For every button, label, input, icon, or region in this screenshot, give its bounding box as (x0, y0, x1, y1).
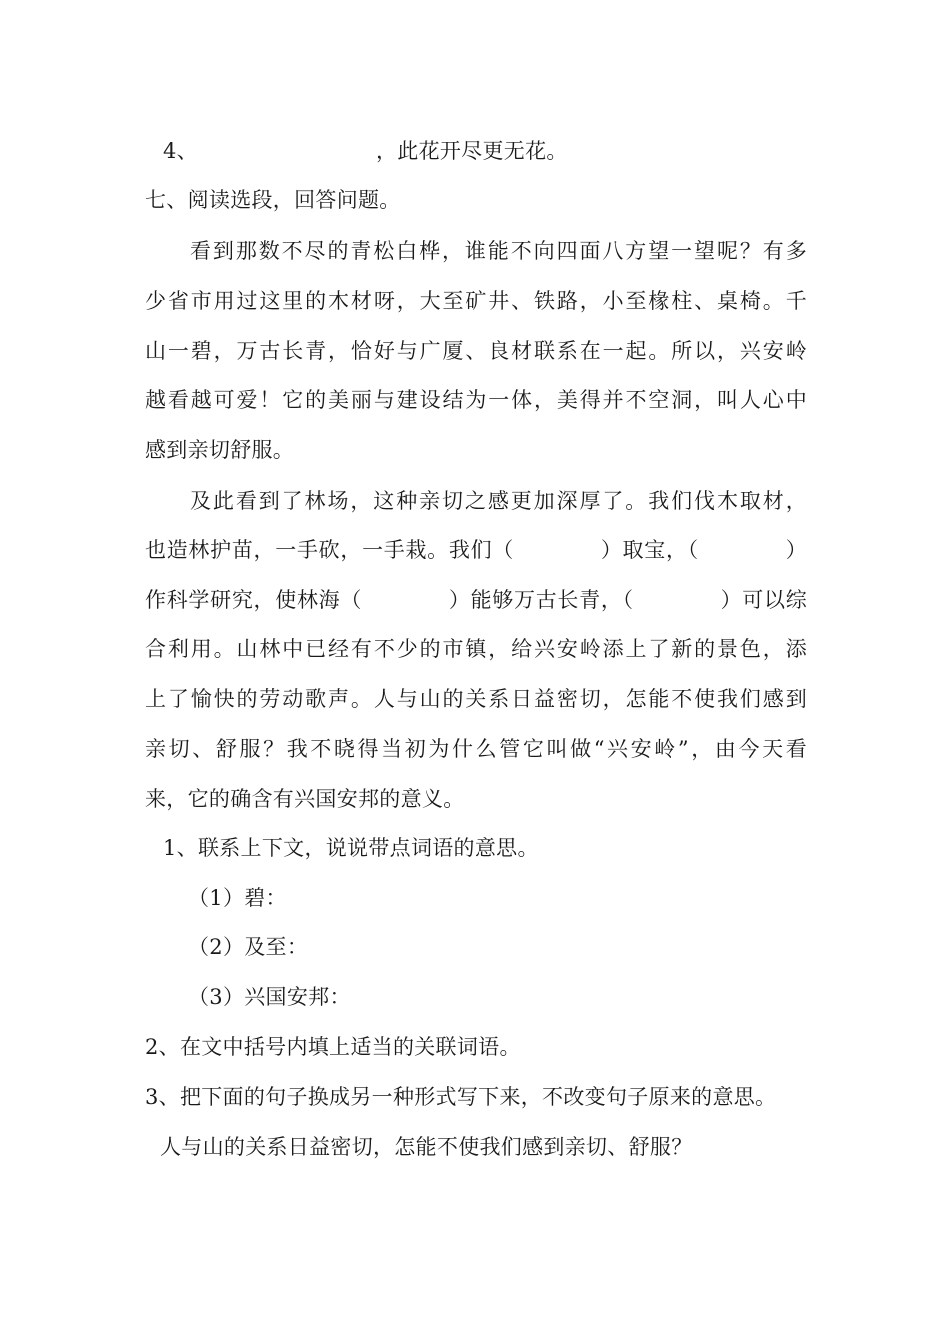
passage-p2-line-7: 来，它的确含有兴国安邦的意义。 (145, 787, 465, 811)
passage-p1-line-5: 感到亲切舒服。 (145, 438, 295, 462)
passage-p2-line-2: 也造林护苗，一手砍，一手栽。我们（ ）取宝，（ ） (145, 538, 807, 562)
question-1-sub-3: （3）兴国安邦： (188, 985, 351, 1009)
passage-p1-line-1: 看到那数不尽的青松白桦，谁能不向四面八方望一望呢？有多 (190, 239, 807, 263)
passage-p1-line-2: 少省市用过这里的木材呀，大至矿井、铁路，小至椽柱、桌椅。千 (145, 289, 807, 313)
question-1-sub-2: （2）及至： (188, 935, 309, 959)
passage-p2-line-4: 合利用。山林中已经有不少的市镇，给兴安岭添上了新的景色，添 (145, 637, 807, 661)
passage-p1-line-4: 越看越可爱！它的美丽与建设结为一体，美得并不空洞，叫人心中 (145, 388, 807, 412)
item-4 (163, 136, 568, 166)
passage-p1-line-3: 山一碧，万古长青，恰好与广厦、良材联系在一起。所以，兴安岭 (145, 339, 807, 363)
section-heading: 七、阅读选段，回答问题。 (145, 188, 401, 212)
question-3-sentence: 人与山的关系日益密切，怎能不使我们感到亲切、舒服？ (160, 1135, 693, 1159)
passage-p2-line-1: 及此看到了林场，这种亲切之感更加深厚了。我们伐木取材， (190, 489, 807, 513)
item-4-number: 4、 (163, 139, 198, 163)
question-1: 1、联系上下文，说说带点词语的意思。 (163, 836, 539, 860)
passage-p2-line-6: 亲切、舒服？我不晓得当初为什么管它叫做“兴安岭”，由今天看 (145, 737, 807, 761)
question-2: 2、在文中括号内填上适当的关联词语。 (145, 1035, 521, 1059)
question-1-sub-1: （1）碧： (188, 886, 287, 910)
item-4-text: ，此花开尽更无花。 (375, 139, 568, 163)
passage-p2-line-3: 作科学研究，使林海（ ）能够万古长青，（ ）可以综 (145, 588, 807, 612)
question-3: 3、把下面的句子换成另一种形式写下来，不改变句子原来的意思。 (145, 1085, 777, 1109)
passage-p2-line-5: 上了愉快的劳动歌声。人与山的关系日益密切，怎能不使我们感到 (145, 687, 807, 711)
